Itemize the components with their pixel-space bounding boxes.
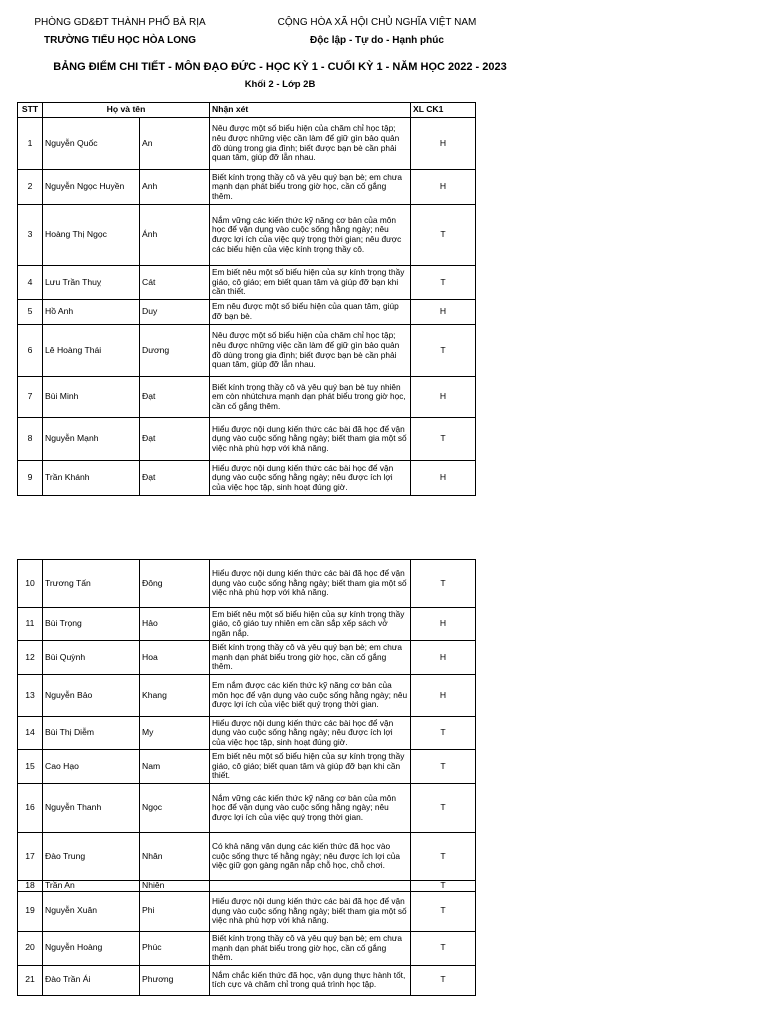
table-row (18, 461, 476, 496)
cell-rating: T (411, 931, 476, 965)
cell-stt: 7 (18, 377, 43, 418)
cell-surname: Nguyễn Thanh (43, 784, 140, 833)
cell-comment: Hiểu được nội dung kiến thức các bài đã học để vận dụng vào cuộc sống hằng ngày; biết tham gia một số việc nhà phù hợp với khả năng. (210, 418, 411, 461)
cell-comment: Nêu được một số biểu hiện của chăm chỉ học tập; nêu được những việc cần làm để giữ gìn bảo quản đồ dùng trong gia đình; biết được bạn bè cần phải quan tâm, giúp đỡ lẫn nhau. (210, 325, 411, 377)
cell-given-name: Phương (140, 965, 210, 995)
table-row (18, 784, 476, 833)
cell-rating: T (411, 266, 476, 300)
cell-comment: Em nêu được một số biểu hiện của quan tâm, giúp đỡ bạn bè. (210, 300, 411, 325)
cell-stt: 1 (18, 118, 43, 170)
cell-stt: 21 (18, 965, 43, 995)
cell-rating: T (411, 833, 476, 881)
table-row (18, 965, 476, 995)
cell-stt: 11 (18, 608, 43, 641)
cell-surname: Nguyễn Ngọc Huyền (43, 170, 140, 205)
table-row (18, 641, 476, 675)
cell-given-name: Hảo (140, 608, 210, 641)
cell-comment: Nêu được một số biểu hiện của chăm chỉ học tập; nêu được những việc cần làm để giữ gìn bảo quản đồ dùng trong gia đình; biết được bạn bè cần phải quan tâm, giúp đỡ lẫn nhau. (210, 118, 411, 170)
department-name: PHÒNG GD&ĐT THÀNH PHỐ BÀ RỊA (34, 17, 206, 28)
table-row (18, 675, 476, 717)
cell-comment: Em biết nêu một số biểu hiện của sự kính trọng thầy giáo, cô giáo; em biết quan tâm và giúp đỡ bạn khi cần thiết. (210, 266, 411, 300)
cell-rating: T (411, 717, 476, 750)
table-row (18, 881, 476, 892)
cell-surname: Nguyễn Bảo (43, 675, 140, 717)
cell-comment: Em biết nêu một số biểu hiện của sự kính trọng thầy giáo, cô giáo tuy nhiên em cần sắp xếp sách vở ngăn nắp. (210, 608, 411, 641)
cell-comment: Có khả năng vận dụng các kiến thức đã học vào cuộc sống thực tế hằng ngày; nêu được ích lợi của việc giữ gọn gàng ngăn nắp chỗ học, chỗ chơi. (210, 833, 411, 881)
cell-given-name: Phi (140, 891, 210, 931)
cell-stt: 9 (18, 461, 43, 496)
cell-surname: Đào Trần Ái (43, 965, 140, 995)
cell-given-name: Nam (140, 750, 210, 784)
column-header-stt: STT (18, 103, 43, 118)
cell-comment: Nắm vững các kiến thức kỹ năng cơ bản của môn học để vận dụng vào cuộc sống hằng ngày; nêu được lợi ích của việc quý trọng thời gian. (210, 784, 411, 833)
cell-given-name: Dương (140, 325, 210, 377)
column-header-comment: Nhận xét (210, 103, 411, 118)
column-header-rating: XL CK1 (411, 103, 476, 118)
table-body (18, 560, 476, 996)
grade-table-part-2 (17, 559, 476, 996)
cell-surname: Nguyễn Xuân (43, 891, 140, 931)
table-row (18, 717, 476, 750)
cell-stt: 3 (18, 205, 43, 266)
cell-comment: Hiểu được nội dung kiến thức các bài đã học để vận dụng vào cuộc sống hằng ngày; biết tham gia một số việc nhà phù hợp với khả năng. (210, 891, 411, 931)
cell-surname: Cao Hạo (43, 750, 140, 784)
cell-stt: 19 (18, 891, 43, 931)
cell-stt: 15 (18, 750, 43, 784)
cell-comment (210, 881, 411, 892)
table-row (18, 266, 476, 300)
cell-stt: 12 (18, 641, 43, 675)
cell-rating: T (411, 965, 476, 995)
cell-surname: Bùi Quỳnh (43, 641, 140, 675)
cell-rating: H (411, 675, 476, 717)
cell-given-name: Nhân (140, 833, 210, 881)
table-row (18, 418, 476, 461)
cell-surname: Trương Tấn (43, 560, 140, 608)
cell-stt: 8 (18, 418, 43, 461)
cell-given-name: Anh (140, 170, 210, 205)
column-header-name: Họ và tên (43, 103, 210, 118)
cell-stt: 18 (18, 881, 43, 892)
cell-stt: 17 (18, 833, 43, 881)
cell-comment: Nắm vững các kiến thức kỹ năng cơ bản của môn học để vận dụng vào cuộc sống hằng ngày; nêu được lợi ích của việc quý trọng thời gian; nêu được các biểu hiện của việc kính trọng thầy cô. (210, 205, 411, 266)
cell-given-name: Đạt (140, 461, 210, 496)
cell-surname: Bùi Trọng (43, 608, 140, 641)
table-row (18, 560, 476, 608)
cell-comment: Hiểu được nội dung kiến thức các bài học để vận dụng vào cuộc sống hằng ngày; nêu được ích lợi của việc học tập, sinh hoạt đúng giờ. (210, 461, 411, 496)
table-row (18, 205, 476, 266)
cell-rating: T (411, 560, 476, 608)
cell-stt: 2 (18, 170, 43, 205)
cell-given-name: Đạt (140, 418, 210, 461)
report-subtitle: Khối 2 - Lớp 2B (244, 79, 316, 90)
cell-surname: Bùi Thị Diễm (43, 717, 140, 750)
table-row (18, 608, 476, 641)
table-row (18, 118, 476, 170)
cell-given-name: Hoa (140, 641, 210, 675)
cell-rating: H (411, 608, 476, 641)
cell-surname: Trần An (43, 881, 140, 892)
cell-stt: 16 (18, 784, 43, 833)
cell-rating: H (411, 641, 476, 675)
cell-comment: Em biết nêu một số biểu hiện của sự kính trọng thầy giáo, cô giáo; biết quan tâm và giúp đỡ bạn khi cần thiết. (210, 750, 411, 784)
cell-given-name: Phúc (140, 931, 210, 965)
national-motto: Độc lập - Tự do - Hạnh phúc (310, 35, 444, 46)
cell-surname: Lưu Trần Thuỵ (43, 266, 140, 300)
cell-stt: 20 (18, 931, 43, 965)
cell-rating: T (411, 881, 476, 892)
cell-rating: T (411, 418, 476, 461)
cell-surname: Nguyễn Hoàng (43, 931, 140, 965)
cell-given-name: Cát (140, 266, 210, 300)
cell-rating: H (411, 300, 476, 325)
cell-given-name: Khang (140, 675, 210, 717)
table-row (18, 377, 476, 418)
table-row (18, 833, 476, 881)
cell-surname: Hồ Anh (43, 300, 140, 325)
cell-rating: H (411, 377, 476, 418)
cell-stt: 13 (18, 675, 43, 717)
table-row (18, 325, 476, 377)
cell-rating: T (411, 750, 476, 784)
cell-comment: Biết kính trọng thầy cô và yêu quý bạn bè; em chưa mạnh dạn phát biểu trong giờ học, cần cố gắng thêm. (210, 641, 411, 675)
school-name: TRƯỜNG TIỂU HỌC HÒA LONG (43, 35, 196, 46)
cell-stt: 6 (18, 325, 43, 377)
cell-stt: 4 (18, 266, 43, 300)
cell-surname: Bùi Minh (43, 377, 140, 418)
cell-stt: 10 (18, 560, 43, 608)
report-title: BẢNG ĐIỂM CHI TIẾT - MÔN ĐẠO ĐỨC - HỌC KỲ 1 - CUỐI KỲ 1 - NĂM HỌC 2022 - 2023 (53, 61, 507, 73)
cell-given-name: An (140, 118, 210, 170)
grade-table-part-1 (17, 102, 476, 496)
cell-rating: T (411, 784, 476, 833)
cell-surname: Hoàng Thị Ngọc (43, 205, 140, 266)
cell-comment: Em nắm được các kiến thức kỹ năng cơ bản của môn học để vận dụng vào cuộc sống hằng ngày; nêu được lợi ích của việc biết quý trọng thời gian. (210, 675, 411, 717)
cell-comment: Hiểu được nội dung kiến thức các bài đã học để vận dụng vào cuộc sống hằng ngày; biết tham gia một số việc nhà phù hợp với khả năng. (210, 560, 411, 608)
table-body (18, 118, 476, 496)
cell-rating: H (411, 170, 476, 205)
table-row (18, 300, 476, 325)
cell-surname: Nguyễn Quốc (43, 118, 140, 170)
cell-given-name: Đạt (140, 377, 210, 418)
table-row (18, 931, 476, 965)
cell-rating: H (411, 461, 476, 496)
cell-rating: T (411, 325, 476, 377)
table-row (18, 170, 476, 205)
cell-surname: Nguyễn Mạnh (43, 418, 140, 461)
cell-stt: 5 (18, 300, 43, 325)
cell-rating: H (411, 118, 476, 170)
cell-surname: Lê Hoàng Thái (43, 325, 140, 377)
table-header-row (18, 103, 476, 118)
cell-comment: Biết kính trọng thầy cô và yêu quý bạn bè tuy nhiên em còn nhútchưa mạnh dạn phát biểu trong giờ học, cần cố gắng thêm. (210, 377, 411, 418)
cell-surname: Trần Khánh (43, 461, 140, 496)
cell-comment: Nắm chắc kiến thức đã học, vận dụng thực hành tốt, tích cực và chăm chỉ trong quá trình học tập. (210, 965, 411, 995)
cell-given-name: Ánh (140, 205, 210, 266)
cell-stt: 14 (18, 717, 43, 750)
cell-given-name: Đông (140, 560, 210, 608)
cell-comment: Biết kính trọng thầy cô và yêu quý bạn bè; em chưa mạnh dạn phát biểu trong giờ học, cần cố gắng thêm. (210, 931, 411, 965)
national-title: CỘNG HÒA XÃ HỘI CHỦ NGHĨA VIỆT NAM (277, 17, 477, 28)
cell-rating: T (411, 205, 476, 266)
cell-given-name: Nhiên (140, 881, 210, 892)
cell-given-name: Duy (140, 300, 210, 325)
cell-comment: Hiểu được nội dung kiến thức các bài học để vận dụng vào cuộc sống hằng ngày; nêu được ích lợi của việc học tập, sinh hoạt đúng giờ. (210, 717, 411, 750)
table-row (18, 750, 476, 784)
cell-given-name: My (140, 717, 210, 750)
cell-surname: Đào Trung (43, 833, 140, 881)
cell-rating: T (411, 891, 476, 931)
cell-comment: Biết kính trọng thầy cô và yêu quý bạn bè; em chưa mạnh dạn phát biểu trong giờ học, cần cố gắng thêm. (210, 170, 411, 205)
cell-given-name: Ngọc (140, 784, 210, 833)
table-row (18, 891, 476, 931)
